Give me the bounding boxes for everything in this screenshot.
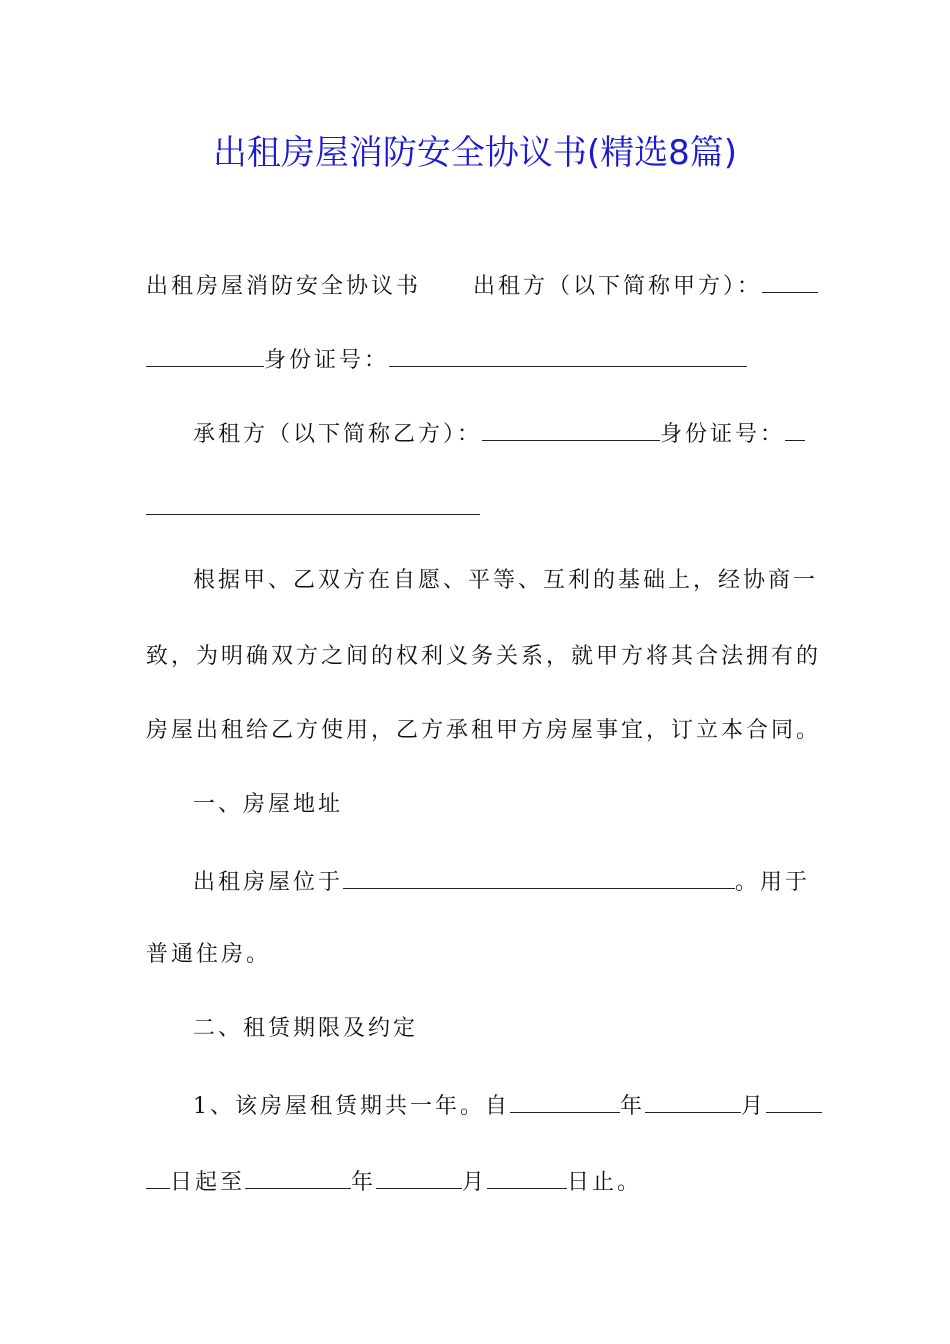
lessee-id-blank-continued[interactable] xyxy=(146,492,480,515)
term-end-line xyxy=(146,1166,642,1198)
lessor-name-blank-continued[interactable] xyxy=(146,344,264,367)
term-end-label: 日止。 xyxy=(567,1170,643,1195)
address-blank[interactable] xyxy=(343,866,735,889)
lessor-id-label: 身份证号： xyxy=(264,348,390,373)
intro-paragraph-line-2: 致，为明确双方之间的权利义务关系，就甲方将其合法拥有的 xyxy=(146,644,822,669)
term-start-line xyxy=(193,1090,822,1122)
address-suffix: 。用于 xyxy=(735,870,811,895)
year-label: 年 xyxy=(620,1094,646,1119)
intro-paragraph-line-1: 根据甲、乙双方在自愿、平等、互利的基础上，经协商一 xyxy=(193,568,819,593)
lessor-line xyxy=(146,270,818,302)
end-year-blank[interactable] xyxy=(245,1166,351,1189)
lessee-id-label: 身份证号： xyxy=(660,422,786,447)
lessor-id-line xyxy=(146,344,747,376)
lessee-line xyxy=(193,418,805,450)
end-month-blank[interactable] xyxy=(376,1166,462,1189)
document-title: 出租房屋消防安全协议书(精选8篇) xyxy=(212,133,738,173)
end-year-label: 年 xyxy=(351,1170,377,1195)
lessee-id-blank[interactable] xyxy=(785,418,805,441)
start-day-blank-continued[interactable] xyxy=(146,1166,170,1189)
start-year-blank[interactable] xyxy=(510,1090,620,1113)
end-month-label: 月 xyxy=(462,1170,488,1195)
intro-paragraph-line-3: 房屋出租给乙方使用，乙方承租甲方房屋事宜，订立本合同。 xyxy=(146,718,822,743)
lessee-name-blank[interactable] xyxy=(482,418,660,441)
section-1-heading: 一、房屋地址 xyxy=(193,792,344,817)
lessee-id-continued-line xyxy=(146,492,480,524)
month-label: 月 xyxy=(741,1094,767,1119)
agreement-heading: 出租房屋消防安全协议书 xyxy=(146,274,422,299)
address-line xyxy=(193,866,810,898)
term-label: 1、该房屋租赁期共一年。自 xyxy=(193,1094,510,1119)
start-month-blank[interactable] xyxy=(645,1090,741,1113)
term-to-label: 日起至 xyxy=(170,1170,246,1195)
start-day-blank[interactable] xyxy=(766,1090,822,1113)
lessor-label: 出租方（以下简称甲方）： xyxy=(473,274,763,299)
lessor-name-blank[interactable] xyxy=(762,270,818,293)
end-day-blank[interactable] xyxy=(487,1166,567,1189)
address-label: 出租房屋位于 xyxy=(193,870,344,895)
lessee-label: 承租方（以下简称乙方）： xyxy=(193,422,483,447)
section-2-heading: 二、租赁期限及约定 xyxy=(193,1016,419,1041)
usage-line: 普通住房。 xyxy=(146,942,272,967)
lessor-id-blank[interactable] xyxy=(389,344,747,367)
